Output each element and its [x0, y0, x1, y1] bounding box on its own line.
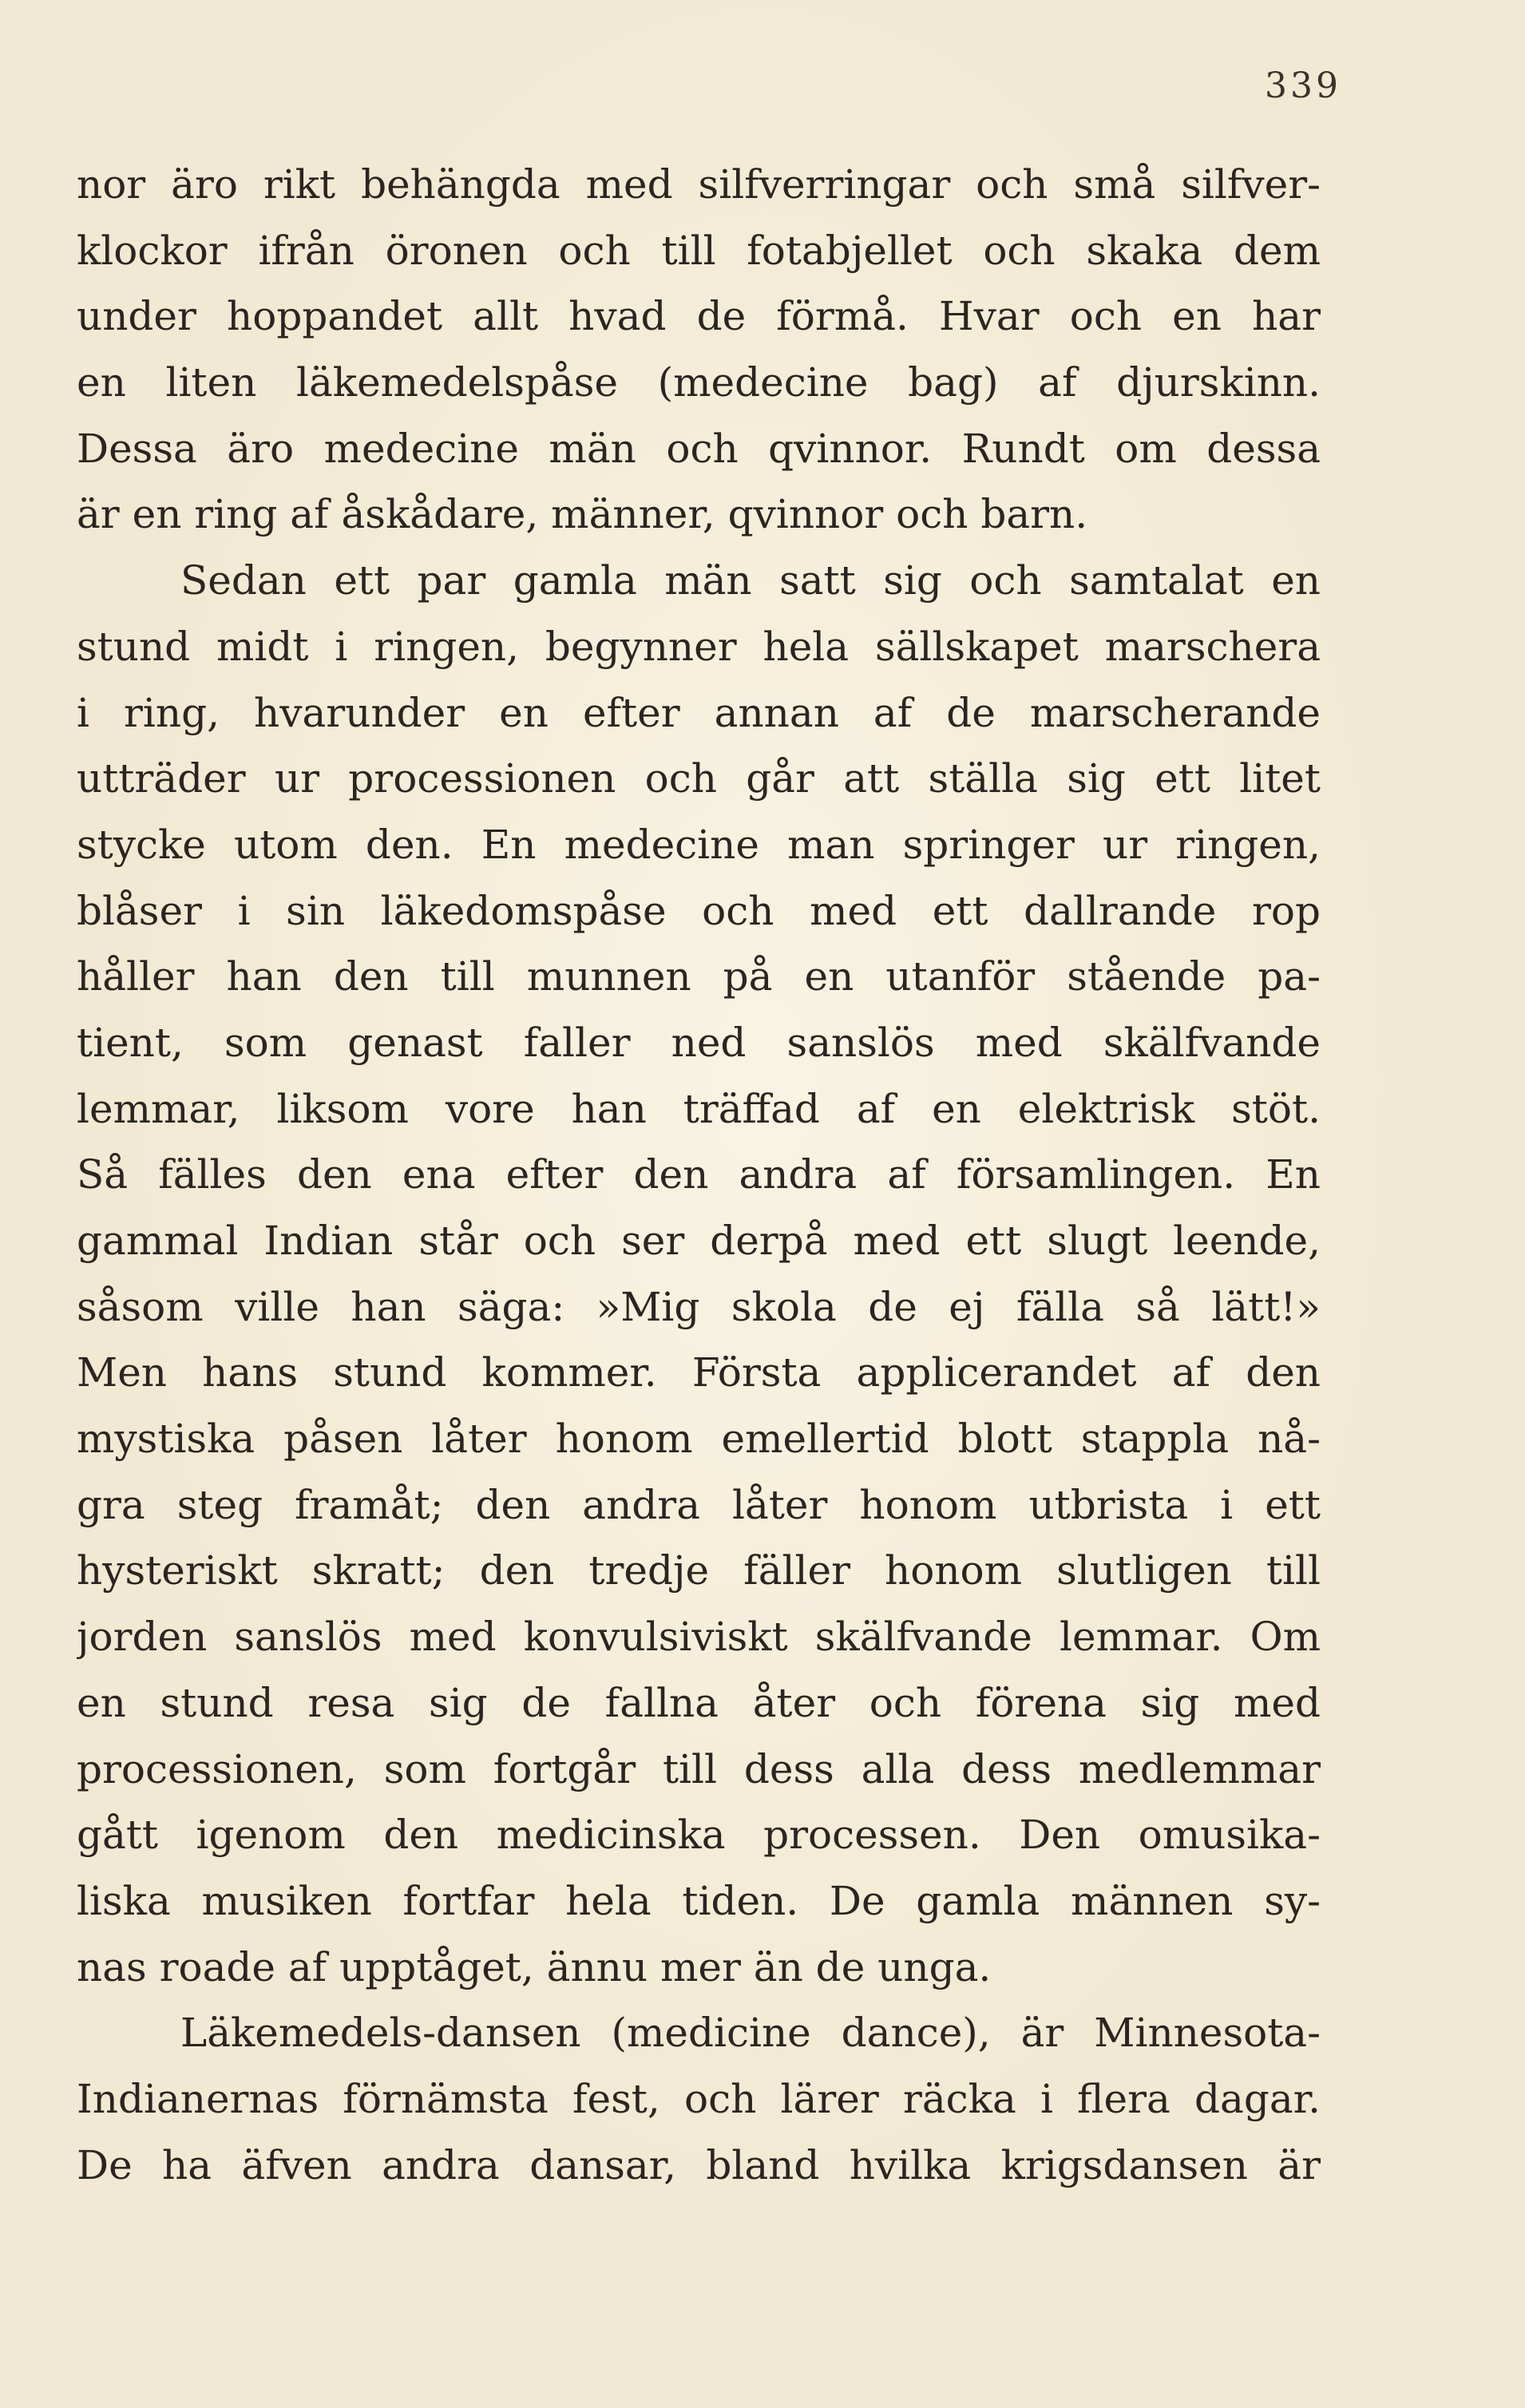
text-line: en stund resa sig de fallna åter och förena sig med [77, 1679, 1321, 1726]
text-line: en liten läkemedelspåse (medecine bag) af djurskinn. [77, 359, 1321, 406]
text-line: stycke utom den. En medecine man springer ur ringen, [77, 821, 1321, 868]
text-line: lemmar, liksom vore han träffad af en elektrisk stöt. [77, 1085, 1321, 1132]
text-line: nor äro rikt behängda med silfverringar och små silfver- [77, 161, 1321, 208]
text-line: blåser i sin läkedomspåse och med ett dallrande rop [77, 887, 1321, 934]
text-line: liska musiken fortfar hela tiden. De gamla männen sy- [77, 1877, 1321, 1924]
text-line: Men hans stund kommer. Första applicerandet af den [77, 1349, 1321, 1396]
text-line: Dessa äro medecine män och qvinnor. Rundt om dessa [77, 425, 1321, 472]
text-line: Indianernas förnämsta fest, och lärer räcka i flera dagar. [77, 2075, 1321, 2122]
text-line: gra steg framåt; den andra låter honom utbrista i ett [77, 1481, 1321, 1528]
text-line: jorden sanslös med konvulsiviskt skälfvande lemmar. Om [77, 1614, 1321, 1661]
text-line: hysteriskt skratt; den tredje fäller honom slutligen till [77, 1547, 1321, 1594]
text-line: De ha äfven andra dansar, bland hvilka krigsdansen är [77, 2141, 1321, 2188]
text-line: under hoppandet allt hvad de förmå. Hvar och en har [77, 293, 1321, 340]
text-line: mystiska påsen låter honom emellertid blott stappla nå- [77, 1416, 1321, 1463]
page-number: 339 [1265, 65, 1341, 106]
text-line: i ring, hvarunder en efter annan af de marscherande [77, 689, 1321, 736]
text-line: klockor ifrån öronen och till fotabjellet och skaka dem [77, 227, 1321, 274]
text-line: utträder ur processionen och går att ställa sig ett litet [77, 755, 1321, 802]
text-line: håller han den till munnen på en utanför stående pa- [77, 953, 1321, 1000]
text-line: Sedan ett par gamla män satt sig och samtalat en [180, 557, 1321, 604]
text-line: processionen, som fortgår till dess alla dess medlemmar [77, 1745, 1321, 1792]
text-line: stund midt i ringen, begynner hela sällskapet marschera [77, 623, 1321, 670]
text-line: Så fälles den ena efter den andra af församlingen. En [77, 1151, 1321, 1198]
text-line: Läkemedels-dansen (medicine dance), är Minnesota- [180, 2010, 1321, 2057]
text-line: gått igenom den medicinska processen. Den omusika- [77, 1812, 1321, 1859]
text-line: tient, som genast faller ned sanslös med skälfvande [77, 1019, 1321, 1066]
text-line: nas roade af upptåget, ännu mer än de unga. [77, 1943, 992, 1990]
body-text [77, 152, 1321, 2198]
text-line: är en ring af åskådare, männer, qvinnor och barn. [77, 491, 1088, 538]
text-line: gammal Indian står och ser derpå med ett slugt leende, [77, 1218, 1321, 1264]
text-line: såsom ville han säga: »Mig skola de ej fälla så lätt!» [77, 1283, 1321, 1330]
